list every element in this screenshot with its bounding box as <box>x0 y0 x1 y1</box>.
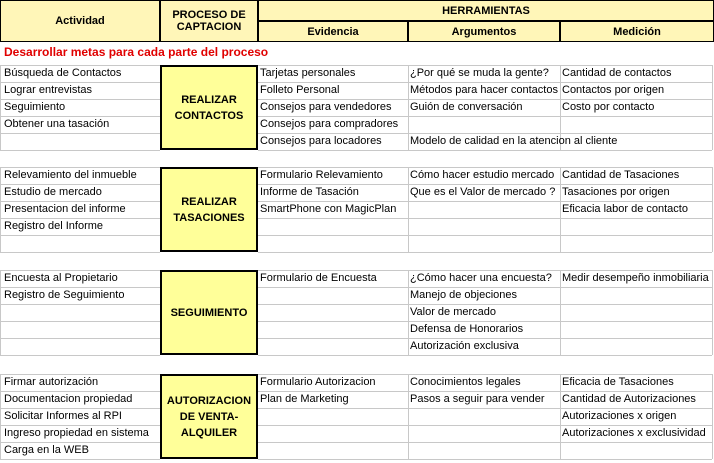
grid-line <box>0 355 160 356</box>
actividad-cell: Carga en la WEB <box>4 444 89 456</box>
grid-line <box>712 374 713 459</box>
argumentos-cell: Que es el Valor de mercado ? <box>410 186 556 198</box>
argumentos-cell: Métodos para hacer contactos <box>410 84 558 96</box>
grid-line <box>0 150 160 151</box>
process-box: REALIZAR TASACIONES <box>160 167 258 252</box>
grid-line <box>0 304 160 305</box>
actividad-cell: Documentacion propiedad <box>4 393 133 405</box>
process-box: AUTORIZACION DE VENTA-ALQUILER <box>160 374 258 459</box>
grid-line <box>0 65 1 150</box>
medicion-cell: Medir desempeño inmobiliaria <box>562 272 709 284</box>
grid-line <box>258 459 712 460</box>
actividad-cell: Relevamiento del inmueble <box>4 169 137 181</box>
actividad-cell: Registro de Seguimiento <box>4 289 125 301</box>
argumentos-cell: Defensa de Honorarios <box>410 323 524 335</box>
header-medicion: Medición <box>560 21 714 42</box>
argumentos-cell: Guión de conversación <box>410 101 523 113</box>
grid-line <box>0 167 1 252</box>
grid-line <box>258 442 712 443</box>
goal-text: Desarrollar metas para cada parte del proceso <box>4 45 269 59</box>
actividad-cell: Búsqueda de Contactos <box>4 67 122 79</box>
argumentos-cell: Manejo de objeciones <box>410 289 518 301</box>
evidencia-cell: Plan de Marketing <box>260 393 349 405</box>
header-actividad: Actividad <box>0 0 160 42</box>
actividad-cell: Solicitar Informes al RPI <box>4 410 122 422</box>
evidencia-cell: Folleto Personal <box>260 84 340 96</box>
evidencia-cell: Formulario Relevamiento <box>260 169 383 181</box>
evidencia-cell: SmartPhone con MagicPlan <box>260 203 397 215</box>
actividad-cell: Estudio de mercado <box>4 186 102 198</box>
argumentos-cell: Valor de mercado <box>410 306 497 318</box>
grid-line <box>0 321 160 322</box>
actividad-cell: Registro del Informe <box>4 220 104 232</box>
argumentos-cell: Cómo hacer estudio mercado <box>410 169 555 181</box>
actividad-cell: Ingreso propiedad en sistema <box>4 427 149 439</box>
grid-line <box>0 374 1 459</box>
argumentos-cell: ¿Por qué se muda la gente? <box>410 67 549 79</box>
grid-line <box>712 167 713 252</box>
grid-line <box>258 150 712 151</box>
grid-line <box>258 252 712 253</box>
medicion-cell: Cantidad de Tasaciones <box>562 169 680 181</box>
evidencia-cell: Consejos para compradores <box>260 118 399 130</box>
medicion-cell: Cantidad de Autorizaciones <box>562 393 696 405</box>
actividad-cell: Encuesta al Propietario <box>4 272 118 284</box>
grid-line <box>0 133 160 134</box>
argumentos-cell: Conocimientos legales <box>410 376 521 388</box>
actividad-cell: Obtener una tasación <box>4 118 110 130</box>
medicion-cell: Eficacia labor de contacto <box>562 203 688 215</box>
medicion-cell: Costo por contacto <box>562 101 655 113</box>
grid-line <box>258 355 712 356</box>
medicion-cell: Cantidad de contactos <box>562 67 672 79</box>
grid-line <box>258 218 712 219</box>
medicion-cell: Autorizaciones x origen <box>562 410 677 422</box>
medicion-cell: Eficacia de Tasaciones <box>562 376 674 388</box>
evidencia-cell: Informe de Tasación <box>260 186 359 198</box>
medicion-cell: Autorizaciones x exclusividad <box>562 427 706 439</box>
evidencia-cell: Formulario de Encuesta <box>260 272 377 284</box>
actividad-cell: Lograr entrevistas <box>4 84 93 96</box>
argumentos-cell: Pasos a seguir para vender <box>410 393 545 405</box>
argumentos-cell: ¿Cómo hacer una encuesta? <box>410 272 552 284</box>
header-argumentos: Argumentos <box>408 21 560 42</box>
grid-line <box>0 459 160 460</box>
medicion-cell: Contactos por origen <box>562 84 665 96</box>
grid-line <box>0 270 1 355</box>
header-proceso: PROCESO DE CAPTACION <box>160 0 258 42</box>
argumentos-cell: Autorización exclusiva <box>410 340 519 352</box>
grid-line <box>0 235 160 236</box>
actividad-cell: Seguimiento <box>4 101 66 113</box>
evidencia-cell: Consejos para vendedores <box>260 101 392 113</box>
grid-line <box>0 252 160 253</box>
medicion-cell: Tasaciones por origen <box>562 186 670 198</box>
grid-line <box>712 65 713 150</box>
grid-line <box>0 338 160 339</box>
evidencia-cell: Tarjetas personales <box>260 67 356 79</box>
header-herramientas: HERRAMIENTAS <box>258 0 714 21</box>
process-box: SEGUIMIENTO <box>160 270 258 355</box>
grid-line <box>712 270 713 355</box>
argumentos-cell: Modelo de calidad en la atencion al cliente <box>410 135 618 147</box>
evidencia-cell: Consejos para locadores <box>260 135 382 147</box>
grid-line <box>258 235 712 236</box>
evidencia-cell: Formulario Autorizacion <box>260 376 376 388</box>
header-evidencia: Evidencia <box>258 21 408 42</box>
actividad-cell: Firmar autorización <box>4 376 99 388</box>
actividad-cell: Presentacion del informe <box>4 203 126 215</box>
process-box: REALIZAR CONTACTOS <box>160 65 258 150</box>
